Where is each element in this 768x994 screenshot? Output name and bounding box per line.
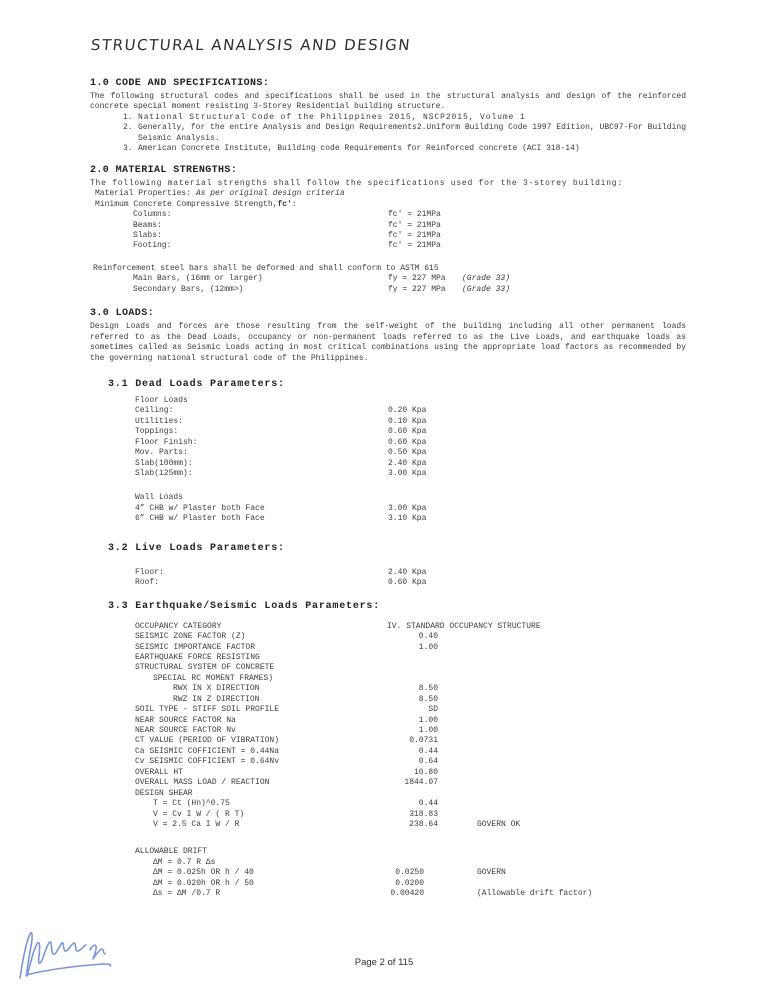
- table-row: [90, 858, 686, 868]
- table-row: [90, 684, 686, 694]
- row-value: fc' = 21MPa: [388, 230, 441, 240]
- row-label: ALLOWABLE DRIFT: [135, 847, 208, 857]
- fc-symbol: fc': [277, 199, 292, 209]
- row-value: 8.50: [418, 684, 438, 694]
- table-row: [90, 285, 686, 295]
- material-strengths-intro: The following material strengths shall follow the specifications used for the 3-storey building:: [90, 178, 623, 188]
- row-value: IV. STANDARD OCCUPANCY STRUCTURE: [387, 621, 541, 631]
- table-row: [90, 789, 686, 799]
- table-row: [90, 868, 686, 878]
- row-label: Utilities:: [135, 416, 184, 426]
- row-value: 1.00: [418, 726, 438, 736]
- list-item-number: 2.: [123, 123, 133, 133]
- row-value: 8.50: [418, 694, 438, 704]
- table-row: [90, 778, 686, 788]
- group-label: Wall Loads: [135, 493, 184, 503]
- row-value: 1844.07: [404, 778, 438, 788]
- table-row: [90, 716, 686, 726]
- row-label: SEISMIC ZONE FACTOR (Z): [135, 632, 246, 642]
- table-row: [90, 221, 686, 231]
- section-heading-live-loads: 3.2 Live Loads Parameters:: [108, 542, 285, 554]
- table-row: [90, 889, 686, 899]
- table-row: [90, 820, 686, 830]
- row-label: Cv SEISMIC COFFICIENT = 0.64Nv: [135, 757, 280, 767]
- row-label: Floor:: [135, 567, 164, 577]
- row-label: Footing:: [133, 241, 172, 251]
- table-row: [90, 622, 686, 632]
- row-label: Ca SEISMIC COFFICIENT = 0.44Na: [135, 746, 280, 756]
- row-value: fc' = 21MPa: [388, 210, 441, 220]
- table-row: [90, 417, 686, 427]
- row-label: OVERALL MASS LOAD / REACTION: [135, 778, 270, 788]
- row-value: 0.40: [418, 632, 438, 642]
- row-value: 3.10 Kpa: [388, 514, 427, 524]
- row-value: fc' = 21MPa: [388, 220, 441, 230]
- row-label: Columns:: [133, 210, 172, 220]
- table-row: [90, 514, 686, 524]
- table-row: [90, 663, 686, 673]
- table-row: [90, 879, 686, 889]
- list-item-number: 3.: [123, 144, 133, 154]
- code-list: [123, 113, 686, 155]
- row-value: fy = 227 MPa: [388, 284, 446, 294]
- row-label: Slabs:: [133, 230, 162, 240]
- material-properties-value: As per original design criteria: [195, 189, 345, 199]
- table-row: [90, 578, 686, 588]
- list-item: [123, 113, 686, 123]
- row-value: 0.0731: [409, 736, 438, 746]
- row-value: 0.10 Kpa: [388, 416, 427, 426]
- table-row: [90, 568, 686, 578]
- row-note: (Allowable drift factor): [477, 889, 593, 899]
- table-row: [90, 643, 686, 653]
- document-title: STRUCTURAL ANALYSIS AND DESIGN: [90, 36, 412, 54]
- row-label: Main Bars, (16mm or larger): [133, 274, 263, 284]
- row-label: V = Cv I W / ( R T): [153, 809, 245, 819]
- group-row: [90, 493, 686, 503]
- table-row: [90, 705, 686, 715]
- row-value: fc' = 21MPa: [388, 241, 441, 251]
- row-value: 0.00420: [390, 889, 424, 899]
- table-row: [90, 274, 686, 284]
- table-row: [90, 469, 686, 479]
- row-label: Slab(125mm):: [135, 469, 193, 479]
- table-row: [90, 736, 686, 746]
- row-label: Secondary Bars, (12mm>): [133, 284, 244, 294]
- row-label: Toppings:: [135, 427, 179, 437]
- list-item-number: 1.: [123, 112, 133, 122]
- loads-intro: Design Loads and forces are those resulting from the self-weight of the building including all other permanent loads referred to as the Dead Loads, occupancy or non-permanent loads referred to as the Live Loads, and earthquake loads as sometimes called as Seismic Loads acting in most critical combinations using the appropriate load factors as recommended by the governing national structural code of the Philippines.: [90, 322, 686, 363]
- row-label: ΔM = 0.025h OR h / 40: [153, 868, 254, 878]
- section-heading-dead-loads: 3.1 Dead Loads Parameters:: [108, 378, 285, 390]
- list-item: [123, 144, 686, 154]
- table-row: [90, 632, 686, 642]
- row-value: 0.60 Kpa: [388, 427, 427, 437]
- table-row: [90, 799, 686, 809]
- row-value: 0.44: [418, 799, 438, 809]
- document-content: [90, 36, 686, 900]
- row-label: 6” CHB w/ Plaster both Face: [135, 514, 265, 524]
- row-label: CT VALUE (PERIOD OF VIBRATION): [135, 736, 280, 746]
- row-value: 0.64: [418, 757, 438, 767]
- row-note: GOVERN OK: [477, 819, 521, 829]
- table-row: [90, 504, 686, 514]
- row-value: fy = 227 MPa: [388, 274, 446, 284]
- table-row: [90, 674, 686, 684]
- list-item-text: American Concrete Institute, Building code Requirements for Reinforced concrete (ACI 318-14): [138, 144, 580, 154]
- table-row: [90, 241, 686, 251]
- row-note: (Grade 33): [462, 274, 511, 284]
- row-value: 1.00: [418, 715, 438, 725]
- row-value: 3.00 Kpa: [388, 469, 427, 479]
- group-row: [90, 396, 686, 406]
- table-row: [90, 747, 686, 757]
- row-label: SOIL TYPE - STIFF SOIL PROFILE: [135, 705, 280, 715]
- row-note: (Grade 33): [462, 284, 511, 294]
- row-label: Floor Finish:: [135, 437, 198, 447]
- row-value: 2.40 Kpa: [388, 458, 427, 468]
- table-row: [90, 726, 686, 736]
- row-value: 0.0250: [395, 868, 424, 878]
- row-value: 0.50 Kpa: [388, 448, 427, 458]
- group-label: Floor Loads: [135, 395, 188, 405]
- row-label: NEAR SOURCE FACTOR Nv: [135, 726, 236, 736]
- table-row: [90, 653, 686, 663]
- code-specifications-intro: The following structural codes and specifications shall be used in the structural analysis and design of the reinforced concrete special moment resisting 3-Storey Residential building structure.: [90, 92, 686, 112]
- row-label: Roof:: [135, 578, 160, 588]
- row-value: 238.64: [409, 819, 438, 829]
- table-row: [90, 459, 686, 469]
- row-label: RWZ IN Z DIRECTION: [173, 694, 260, 704]
- table-row: [90, 768, 686, 778]
- row-label: Slab(100mm):: [135, 458, 193, 468]
- row-value: 0.60 Kpa: [388, 437, 427, 447]
- row-value: 0.20 Kpa: [388, 406, 427, 416]
- min-concrete-strength-line: Minimum Concrete Compressive Strength,fc':: [95, 199, 297, 209]
- row-value: 1.00: [418, 642, 438, 652]
- section-heading-seismic-loads: 3.3 Earthquake/Seismic Loads Parameters:: [108, 600, 381, 612]
- row-label: RWX IN X DIRECTION: [173, 684, 260, 694]
- row-label: DESIGN SHEAR: [135, 788, 193, 798]
- row-label: Beams:: [133, 220, 162, 230]
- row-value: SD: [428, 705, 438, 715]
- row-label: OVERALL HT: [135, 767, 184, 777]
- material-properties-line: Material Properties: As per original design criteria: [95, 189, 345, 199]
- section-heading-loads: 3.0 LOADS:: [90, 308, 155, 320]
- table-row: [90, 847, 686, 857]
- row-value: 3.00 Kpa: [388, 503, 427, 513]
- table-row: [90, 438, 686, 448]
- row-label: Ceiling:: [135, 406, 174, 416]
- row-label: T = Ct (Hn)^0.75: [153, 799, 230, 809]
- row-label: Δs = ΔM /0.7 R: [153, 889, 221, 899]
- row-label: STRUCTURAL SYSTEM OF CONCRETE: [135, 663, 275, 673]
- table-row: [90, 210, 686, 220]
- row-note: GOVERN: [477, 868, 506, 878]
- row-value: 0.60 Kpa: [388, 578, 427, 588]
- row-value: 0.0200: [395, 878, 424, 888]
- row-label: EARTHQUAKE FORCE RESISTING: [135, 652, 260, 662]
- table-row: [90, 448, 686, 458]
- row-value: 318.83: [409, 809, 438, 819]
- table-row: [90, 406, 686, 416]
- table-row: [90, 757, 686, 767]
- row-label: OCCUPANCY CATEGORY: [135, 621, 222, 631]
- row-value: 10.80: [413, 767, 438, 777]
- row-value: 0.44: [418, 746, 438, 756]
- table-row: [90, 810, 686, 820]
- table-row: [90, 427, 686, 437]
- row-label: SEISMIC IMPORTANCE FACTOR: [135, 642, 256, 652]
- row-label: ΔM = 0.7 R Δs: [153, 857, 216, 867]
- section-heading-material-strengths: 2.0 MATERIAL STRENGTHS:: [90, 164, 238, 176]
- row-label: V = 2.5 Ca I W / R: [153, 819, 240, 829]
- rebar-intro: Reinforcement steel bars shall be deformed and shall conform to ASTM 615: [93, 263, 439, 273]
- row-label: NEAR SOURCE FACTOR Na: [135, 715, 236, 725]
- row-label: ΔM = 0.020h OR h / 50: [153, 878, 254, 888]
- list-item-text: Generally, for the entire Analysis and Design Requirements2.Uniform Building Code 1997 Edition, UBC97-For Building Seismic Analysis.: [138, 123, 686, 143]
- page-number: Page 2 of 115: [354, 957, 414, 968]
- table-row: [90, 695, 686, 705]
- row-label: 4” CHB w/ Plaster both Face: [135, 503, 265, 513]
- section-heading-code-specifications: 1.0 CODE AND SPECIFICATIONS:: [90, 78, 270, 89]
- row-value: 2.40 Kpa: [388, 567, 427, 577]
- list-item-text: National Structural Code of the Philippines 2015, NSCP2015, Volume 1: [138, 112, 526, 122]
- row-label: Mov. Parts:: [135, 448, 188, 458]
- table-row: [90, 231, 686, 241]
- list-item: [123, 123, 686, 144]
- row-label: SPECIAL RC MOMENT FRAMES): [153, 673, 274, 683]
